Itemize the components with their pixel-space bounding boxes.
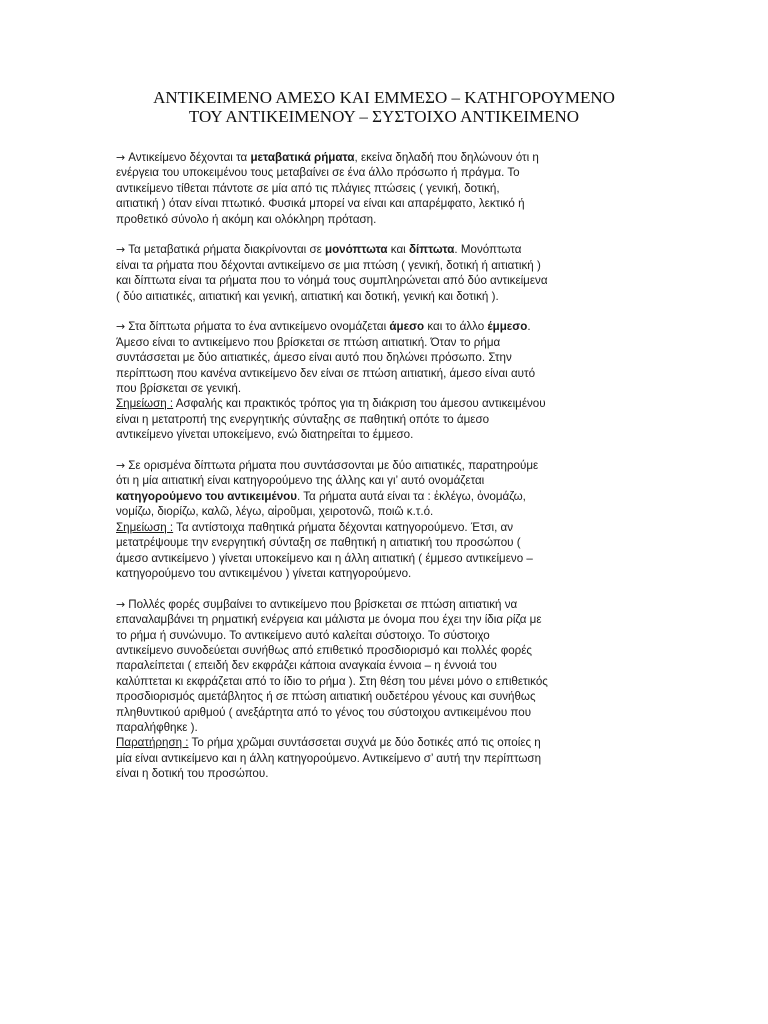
text-line: περίπτωση που κανένα αντικείμενο δεν είναι σε πτώση αιτιατική, άμεσο είναι αυτό xyxy=(116,366,536,380)
paragraph-object-predicate xyxy=(116,458,656,581)
title-line-2: ΤΟΥ ΑΝΤΙΚΕΙΜΕΝΟΥ – ΣΥΣΤΟΙΧΟ ΑΝΤΙΚΕΙΜΕΝΟ xyxy=(188,107,580,126)
text-line: κατηγορούμενο του αντικειμένου ) γίνεται κατηγορούμενο. xyxy=(116,566,412,580)
text-line: είναι η δοτική του προσώπου. xyxy=(116,767,269,781)
text-line: μετατρέψουμε την ενεργητική σύνταξη σε παθητική η αιτιατική του προσώπου ( xyxy=(116,536,521,550)
text-line: επαναλαμβάνει τη ρηματική ενέργεια και μάλιστα με όνομα που έχει την ίδια ρίζα με xyxy=(116,613,542,627)
arrow-icon: → xyxy=(116,597,126,611)
text-line: πληθυντικού αριθμού ( ανεξάρτητα από το γένος του σύστοιχου αντικειμένου που xyxy=(116,705,532,719)
text-line: καλύπτεται κι εκφράζεται από το ίδιο το ρήμα ). Στη θέση του μένει μόνο ο επιθετικός xyxy=(116,674,548,688)
bold-term: έμμεσο xyxy=(487,320,528,334)
text-line: αντικείμενο γίνεται υποκείμενο, ενώ διατηρείται το έμμεσο. xyxy=(116,428,414,442)
text-line: το ρήμα ή συνώνυμο. Το αντικείμενο αυτό καλείται σύστοιχο. Το σύστοιχο xyxy=(116,628,490,642)
text-line: προσδιορισμός αμετάβλητος ή σε πτώση αιτιατική ουδετέρου γένους και συνήθως xyxy=(116,690,536,704)
paragraph-transitive-verbs xyxy=(116,150,656,227)
arrow-icon: → xyxy=(116,243,126,257)
text-line: είναι τα ρήματα που δέχονται αντικείμενο σε μια πτώση ( γενική, δοτική ή αιτιατική ) xyxy=(116,258,541,272)
arrow-icon: → xyxy=(116,459,126,473)
text-line: παραλήφθηκε ). xyxy=(116,720,198,734)
text-line: άμεσο αντικείμενο ) γίνεται υποκείμενο και η άλλη αιτιατική ( έμμεσο αντικείμενο – xyxy=(116,551,533,565)
text-line: αντικείμενο συνοδεύεται συνήθως από επιθετικό προσδιορισμό και πολλές φορές xyxy=(116,643,533,657)
note-line: Σημείωση : Τα αντίστοιχα παθητικά ρήματα δέχονται κατηγορούμενο. Έτσι, αν xyxy=(116,520,514,534)
text-line: Άμεσο είναι το αντικείμενο που βρίσκεται σε πτώση αιτιατική. Όταν το ρήμα xyxy=(116,335,501,349)
text-line: → Στα δίπτωτα ρήματα το ένα αντικείμενο ονομάζεται άμεσο και το άλλο έμμεσο. xyxy=(116,320,531,334)
text-line: και δίπτωτα είναι τα ρήματα που το νόημά τους συμπληρώνεται από δύο αντικείμενα xyxy=(116,274,548,288)
text-line: που βρίσκεται σε γενική. xyxy=(116,382,242,396)
text-line: ότι η μία αιτιατική είναι κατηγορούμενο της άλλης και γι’ αυτό ονομάζεται xyxy=(116,474,485,488)
bold-term: δίπτωτα xyxy=(408,243,455,257)
bold-term: άμεσο xyxy=(389,320,425,334)
text-line: αντικείμενο τίθεται πάντοτε σε μία από τις πλάγιες πτώσεις ( γενική, δοτική, xyxy=(116,181,500,195)
text-line: συντάσσεται με δύο αιτιατικές, άμεσο είναι αυτό που δηλώνει πρόσωπο. Στην xyxy=(116,351,512,365)
paragraph-monoptota-diptota xyxy=(116,242,656,304)
bold-term: κατηγορούμενο του αντικειμένου xyxy=(116,489,298,503)
text-line: είναι η μετατροπή της ενεργητικής σύνταξης σε παθητική οπότε το άμεσο xyxy=(116,412,490,426)
bold-term: μεταβατικά ρήματα xyxy=(250,151,355,164)
note-label: Παρατήρηση : xyxy=(116,736,189,750)
text-line: προθετικό σύνολο ή ακόμη και ολόκληρη πρόταση. xyxy=(116,212,377,226)
note-label: Σημείωση : xyxy=(116,397,174,411)
text-line: ενέργεια του υποκειμένου τους μεταβαίνει σε ένα άλλο πρόσωπο ή πράγμα. Το xyxy=(116,166,520,180)
text-line: → Τα μεταβατικά ρήματα διακρίνονται σε μονόπτωτα και δίπτωτα. Μονόπτωτα xyxy=(116,243,522,257)
document-body xyxy=(116,150,656,797)
title-line-1: ΑΝΤΙΚΕΙΜΕΝΟ ΑΜΕΣΟ ΚΑΙ ΕΜΜΕΣΟ – ΚΑΤΗΓΟΡΟΥΜΕΝΟ xyxy=(153,88,615,107)
text-line: → Πολλές φορές συμβαίνει το αντικείμενο που βρίσκεται σε πτώση αιτιατική να xyxy=(116,597,518,611)
text-line: νομίζω, διορίζω, καλῶ, λέγω, αἱροῦμαι, χειροτονῶ, ποιῶ κ.τ.ό. xyxy=(116,505,434,519)
text-line: μία είναι αντικείμενο και η άλλη κατηγορούμενο. Αντικείμενο σ’ αυτή την περίπτωση xyxy=(116,751,542,765)
paragraph-direct-indirect-object xyxy=(116,319,656,442)
text-line: ( δύο αιτιατικές, αιτιατική και γενική, αιτιατική και δοτική, γενική και δοτική ). xyxy=(116,289,499,303)
text-line: παραλείπεται ( επειδή δεν εκφράζει κάποια αναγκαία έννοια – η έννοιά του xyxy=(116,659,497,673)
note-label: Σημείωση : xyxy=(116,520,174,534)
note-line: Παρατήρηση : Το ρήμα χρῶμαι συντάσσεται συχνά με δύο δοτικές από τις οποίες η xyxy=(116,736,541,750)
text-line: → Σε ορισμένα δίπτωτα ρήματα που συντάσσονται με δύο αιτιατικές, παρατηρούμε xyxy=(116,459,539,473)
arrow-icon: → xyxy=(116,151,126,164)
arrow-icon: → xyxy=(116,320,126,334)
bold-term: μονόπτωτα xyxy=(325,243,388,257)
paragraph-cognate-object xyxy=(116,597,656,782)
text-line: → Αντικείμενο δέχονται τα μεταβατικά ρήματα, εκείνα δηλαδή που δηλώνουν ότι η xyxy=(116,151,539,164)
text-line: αιτιατική ) όταν είναι πτωτικό. Φυσικά μπορεί να είναι και απαρέμφατο, λεκτικό ή xyxy=(116,197,525,211)
text-line: κατηγορούμενο του αντικειμένου. Τα ρήματα αυτά είναι τα : ἐκλέγω, ὀνομάζω, xyxy=(116,489,526,503)
document-title xyxy=(100,88,668,126)
note-line: Σημείωση : Ασφαλής και πρακτικός τρόπος για τη διάκριση του άμεσου αντικειμένου xyxy=(116,397,546,411)
